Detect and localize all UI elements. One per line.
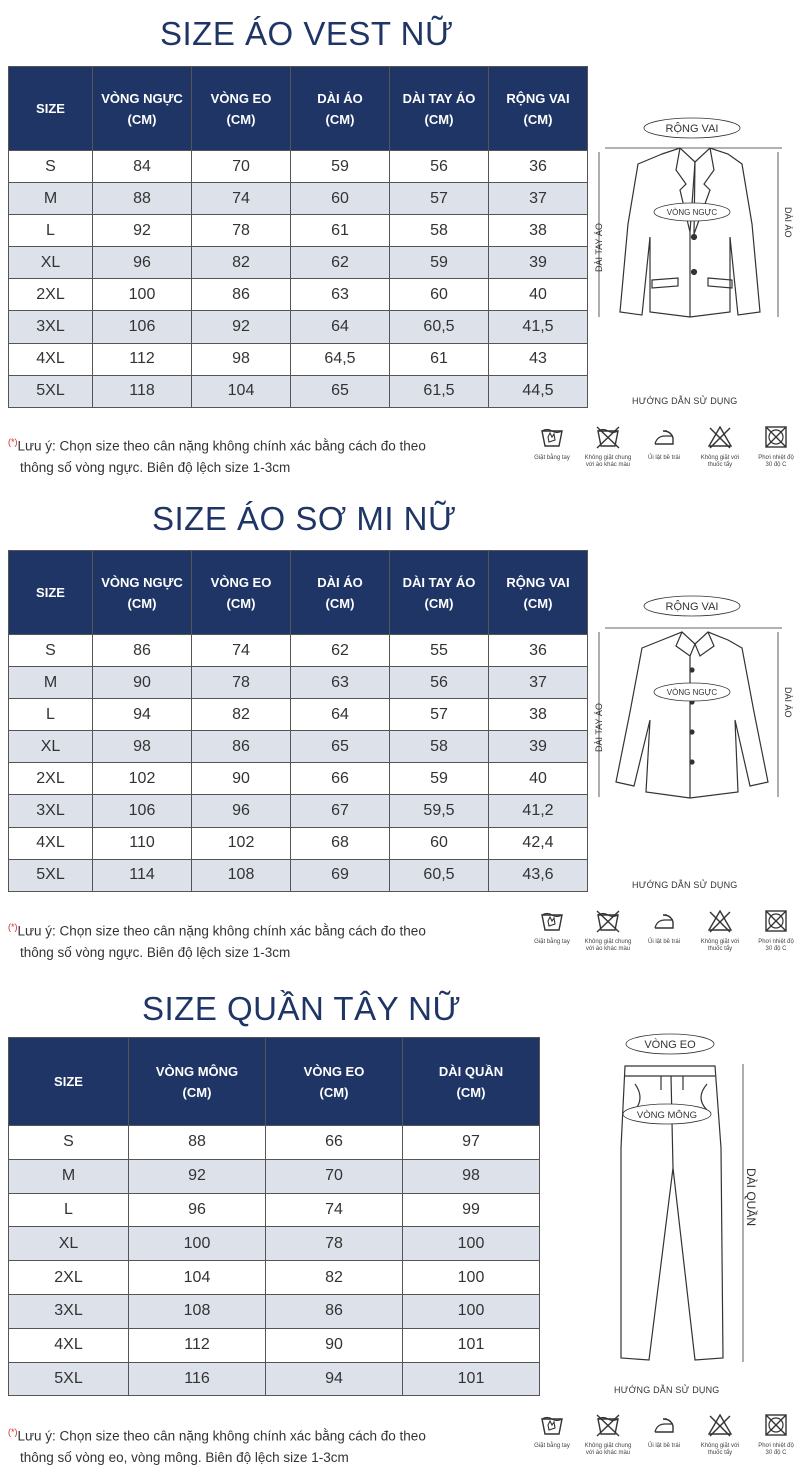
value-cell: 69: [291, 859, 390, 891]
value-cell: 64,5: [291, 343, 390, 375]
guide-label-shirt: HƯỚNG DẪN SỬ DỤNG: [632, 880, 738, 890]
value-cell: 61: [291, 215, 390, 247]
section-title-pants: SIZE QUẦN TÂY NỮ: [142, 990, 462, 1027]
no-bleach-icon: [707, 1412, 733, 1438]
care-label: Ủi lật bề trái: [647, 455, 680, 461]
table-row: [9, 311, 588, 343]
value-cell: 108: [192, 859, 291, 891]
value-cell: 101: [403, 1362, 540, 1396]
value-cell: 43: [489, 343, 588, 375]
iron-icon: [651, 908, 677, 934]
care-item: [524, 424, 580, 469]
care-label: Phơi nhiệt độ 30 độ C: [758, 1443, 794, 1456]
value-cell: 86: [266, 1294, 403, 1328]
column-header: DÀI QUẦN (CM): [403, 1038, 540, 1126]
value-cell: 38: [489, 215, 588, 247]
column-header: RỘNG VAI (CM): [489, 67, 588, 151]
value-cell: 86: [192, 731, 291, 763]
care-item: [524, 1412, 580, 1457]
value-cell: 96: [192, 795, 291, 827]
note-shirt: (*)Lưu ý: Chọn size theo cân nặng không chính xác bằng cách đo theo thông số vòng ngực. Biên độ lệch size 1-3cm: [8, 922, 426, 960]
diagram-label-right: DÀI ÁO: [783, 207, 793, 238]
value-cell: 59: [390, 763, 489, 795]
column-header: VÒNG NGỰC (CM): [93, 551, 192, 635]
value-cell: 104: [192, 375, 291, 407]
value-cell: 110: [93, 827, 192, 859]
column-header: DÀI ÁO (CM): [291, 551, 390, 635]
care-item: [748, 908, 800, 953]
table-row: [9, 667, 588, 699]
value-cell: 64: [291, 699, 390, 731]
value-cell: 92: [93, 215, 192, 247]
value-cell: 67: [291, 795, 390, 827]
table-row: [9, 215, 588, 247]
diagram-label-top: RỘNG VAI: [665, 601, 719, 613]
guide-label-pants: HƯỚNG DẪN SỬ DỤNG: [614, 1385, 720, 1395]
no-wash-icon: [595, 1412, 621, 1438]
care-item: [524, 908, 580, 953]
value-cell: 59: [390, 247, 489, 279]
value-cell: 68: [291, 827, 390, 859]
size-cell: L: [9, 1193, 129, 1227]
care-label: Giặt bằng tay: [534, 1443, 570, 1449]
care-icons-pants: [524, 1412, 800, 1457]
value-cell: 98: [403, 1159, 540, 1193]
dry-icon: [763, 908, 789, 934]
value-cell: 88: [129, 1126, 266, 1160]
value-cell: 65: [291, 375, 390, 407]
size-cell: M: [9, 1159, 129, 1193]
column-header: RỘNG VAI (CM): [489, 551, 588, 635]
column-header: DÀI TAY ÁO (CM): [390, 67, 489, 151]
size-cell: 2XL: [9, 279, 93, 311]
hand-wash-icon: [539, 424, 565, 450]
table-header-row: [9, 1038, 540, 1126]
diagram-label-mid: VÒNG MÔNG: [636, 1110, 698, 1121]
care-label: Không giặt chung với áo khác màu: [584, 939, 632, 952]
table-row: [9, 1294, 540, 1328]
note-pants: (*)Lưu ý: Chọn size theo cân nặng không chính xác bằng cách đo theo thông số vòng eo, vòng mông. Biên độ lệch size 1-3cm: [8, 1427, 426, 1465]
diagram-label-mid: VÒNG NGỰC: [666, 208, 718, 217]
value-cell: 100: [403, 1261, 540, 1295]
column-header: VÒNG EO (CM): [192, 67, 291, 151]
table-row: [9, 183, 588, 215]
column-header: SIZE: [9, 1038, 129, 1126]
column-header: DÀI ÁO (CM): [291, 67, 390, 151]
value-cell: 101: [403, 1328, 540, 1362]
value-cell: 61,5: [390, 375, 489, 407]
value-cell: 92: [192, 311, 291, 343]
value-cell: 56: [390, 151, 489, 183]
value-cell: 78: [192, 667, 291, 699]
value-cell: 36: [489, 635, 588, 667]
pants-diagram: [595, 1028, 795, 1368]
care-item: [636, 424, 692, 469]
value-cell: 100: [403, 1227, 540, 1261]
no-bleach-icon: [707, 908, 733, 934]
table-row: [9, 1328, 540, 1362]
value-cell: 82: [192, 699, 291, 731]
table-row: [9, 859, 588, 891]
value-cell: 40: [489, 279, 588, 311]
value-cell: 64: [291, 311, 390, 343]
value-cell: 60: [390, 827, 489, 859]
value-cell: 118: [93, 375, 192, 407]
care-item: [636, 1412, 692, 1457]
care-label: Phơi nhiệt độ 30 độ C: [758, 939, 794, 952]
value-cell: 78: [266, 1227, 403, 1261]
value-cell: 74: [266, 1193, 403, 1227]
size-cell: M: [9, 183, 93, 215]
value-cell: 106: [93, 311, 192, 343]
value-cell: 98: [93, 731, 192, 763]
value-cell: 90: [266, 1328, 403, 1362]
value-cell: 78: [192, 215, 291, 247]
care-label: Không giặt chung với áo khác màu: [584, 1443, 632, 1456]
value-cell: 44,5: [489, 375, 588, 407]
iron-icon: [651, 424, 677, 450]
care-item: [748, 1412, 800, 1457]
care-label: Không giặt chung với áo khác màu: [584, 455, 632, 468]
size-cell: S: [9, 151, 93, 183]
value-cell: 66: [291, 763, 390, 795]
size-cell: 4XL: [9, 343, 93, 375]
value-cell: 88: [93, 183, 192, 215]
column-header: SIZE: [9, 67, 93, 151]
table-row: [9, 247, 588, 279]
table-row: [9, 1126, 540, 1160]
table-row: [9, 699, 588, 731]
table-row: [9, 1261, 540, 1295]
value-cell: 70: [192, 151, 291, 183]
table-row: [9, 731, 588, 763]
size-cell: 5XL: [9, 375, 93, 407]
size-cell: 5XL: [9, 1362, 129, 1396]
table-row: [9, 279, 588, 311]
value-cell: 62: [291, 635, 390, 667]
column-header: VÒNG NGỰC (CM): [93, 67, 192, 151]
care-icons-vest: [524, 424, 800, 469]
value-cell: 39: [489, 247, 588, 279]
value-cell: 57: [390, 183, 489, 215]
value-cell: 116: [129, 1362, 266, 1396]
care-label: Giặt bằng tay: [534, 939, 570, 945]
value-cell: 66: [266, 1126, 403, 1160]
value-cell: 41,2: [489, 795, 588, 827]
table-header-row: [9, 551, 588, 635]
value-cell: 70: [266, 1159, 403, 1193]
size-table-shirt: [8, 550, 588, 892]
value-cell: 57: [390, 699, 489, 731]
value-cell: 90: [192, 763, 291, 795]
column-header: VÒNG EO (CM): [266, 1038, 403, 1126]
value-cell: 58: [390, 731, 489, 763]
value-cell: 40: [489, 763, 588, 795]
value-cell: 96: [129, 1193, 266, 1227]
care-item: [748, 424, 800, 469]
value-cell: 56: [390, 667, 489, 699]
diagram-label-left: DÀI TAY ÁO: [594, 703, 604, 752]
size-cell: 3XL: [9, 1294, 129, 1328]
dry-icon: [763, 1412, 789, 1438]
no-bleach-icon: [707, 424, 733, 450]
size-cell: 2XL: [9, 1261, 129, 1295]
table-row: [9, 795, 588, 827]
care-label: Ủi lật bề trái: [647, 1443, 680, 1449]
diagram-label-right: DÀI ÁO: [783, 687, 793, 718]
value-cell: 37: [489, 183, 588, 215]
table-row: [9, 763, 588, 795]
vest-diagram: [590, 112, 800, 327]
value-cell: 90: [93, 667, 192, 699]
value-cell: 41,5: [489, 311, 588, 343]
table-header-row: [9, 67, 588, 151]
value-cell: 61: [390, 343, 489, 375]
value-cell: 100: [403, 1294, 540, 1328]
value-cell: 65: [291, 731, 390, 763]
value-cell: 98: [192, 343, 291, 375]
care-label: Không giặt với thuốc tẩy: [700, 939, 740, 952]
table-row: [9, 635, 588, 667]
column-header: VÒNG MÔNG (CM): [129, 1038, 266, 1126]
value-cell: 59,5: [390, 795, 489, 827]
hand-wash-icon: [539, 908, 565, 934]
dry-icon: [763, 424, 789, 450]
value-cell: 97: [403, 1126, 540, 1160]
size-cell: 3XL: [9, 795, 93, 827]
value-cell: 60: [291, 183, 390, 215]
value-cell: 102: [192, 827, 291, 859]
size-cell: L: [9, 699, 93, 731]
size-cell: S: [9, 1126, 129, 1160]
no-wash-icon: [595, 424, 621, 450]
size-table-vest: [8, 66, 588, 408]
table-row: [9, 1193, 540, 1227]
diagram-label-mid: VÒNG NGỰC: [666, 688, 718, 697]
care-item: [636, 908, 692, 953]
value-cell: 99: [403, 1193, 540, 1227]
value-cell: 94: [266, 1362, 403, 1396]
table-row: [9, 343, 588, 375]
diagram-label-top: VÒNG EO: [644, 1039, 696, 1051]
value-cell: 74: [192, 183, 291, 215]
value-cell: 108: [129, 1294, 266, 1328]
size-cell: 2XL: [9, 763, 93, 795]
value-cell: 106: [93, 795, 192, 827]
value-cell: 100: [93, 279, 192, 311]
value-cell: 60,5: [390, 859, 489, 891]
value-cell: 60,5: [390, 311, 489, 343]
care-icons-shirt: [524, 908, 800, 953]
hand-wash-icon: [539, 1412, 565, 1438]
value-cell: 39: [489, 731, 588, 763]
diagram-label-top: RỘNG VAI: [665, 123, 719, 135]
value-cell: 82: [192, 247, 291, 279]
value-cell: 114: [93, 859, 192, 891]
value-cell: 62: [291, 247, 390, 279]
value-cell: 43,6: [489, 859, 588, 891]
size-cell: XL: [9, 731, 93, 763]
diagram-label-right: DÀI QUẦN: [744, 1168, 758, 1227]
value-cell: 60: [390, 279, 489, 311]
value-cell: 63: [291, 279, 390, 311]
guide-label-vest: HƯỚNG DẪN SỬ DỤNG: [632, 396, 738, 406]
care-label: Phơi nhiệt độ 30 độ C: [758, 455, 794, 468]
care-label: Giặt bằng tay: [534, 455, 570, 461]
note-vest: (*)Lưu ý: Chọn size theo cân nặng không chính xác bằng cách đo theo thông số vòng ngực. Biên độ lệch size 1-3cm: [8, 437, 426, 475]
size-cell: XL: [9, 1227, 129, 1261]
size-cell: 5XL: [9, 859, 93, 891]
size-cell: M: [9, 667, 93, 699]
value-cell: 82: [266, 1261, 403, 1295]
value-cell: 86: [192, 279, 291, 311]
value-cell: 38: [489, 699, 588, 731]
value-cell: 63: [291, 667, 390, 699]
value-cell: 86: [93, 635, 192, 667]
value-cell: 112: [93, 343, 192, 375]
size-cell: 4XL: [9, 827, 93, 859]
value-cell: 74: [192, 635, 291, 667]
value-cell: 36: [489, 151, 588, 183]
value-cell: 112: [129, 1328, 266, 1362]
size-cell: XL: [9, 247, 93, 279]
value-cell: 92: [129, 1159, 266, 1193]
section-title-shirt: SIZE ÁO SƠ MI NỮ: [152, 500, 457, 537]
size-cell: 4XL: [9, 1328, 129, 1362]
value-cell: 102: [93, 763, 192, 795]
size-cell: S: [9, 635, 93, 667]
column-header: SIZE: [9, 551, 93, 635]
value-cell: 104: [129, 1261, 266, 1295]
no-wash-icon: [595, 908, 621, 934]
table-row: [9, 1362, 540, 1396]
care-item: [692, 908, 748, 953]
section-title-vest: SIZE ÁO VEST NỮ: [160, 15, 454, 52]
size-cell: 3XL: [9, 311, 93, 343]
diagram-label-left: DÀI TAY ÁO: [594, 223, 604, 272]
care-label: Ủi lật bề trái: [647, 939, 680, 945]
table-row: [9, 151, 588, 183]
care-item: [580, 1412, 636, 1457]
care-label: Không giặt với thuốc tẩy: [700, 455, 740, 468]
care-item: [580, 424, 636, 469]
value-cell: 59: [291, 151, 390, 183]
table-row: [9, 827, 588, 859]
value-cell: 94: [93, 699, 192, 731]
column-header: VÒNG EO (CM): [192, 551, 291, 635]
value-cell: 84: [93, 151, 192, 183]
value-cell: 58: [390, 215, 489, 247]
value-cell: 55: [390, 635, 489, 667]
value-cell: 96: [93, 247, 192, 279]
table-row: [9, 1159, 540, 1193]
column-header: DÀI TAY ÁO (CM): [390, 551, 489, 635]
value-cell: 37: [489, 667, 588, 699]
care-label: Không giặt với thuốc tẩy: [700, 1443, 740, 1456]
value-cell: 100: [129, 1227, 266, 1261]
care-item: [692, 424, 748, 469]
shirt-diagram: [590, 592, 800, 807]
value-cell: 42,4: [489, 827, 588, 859]
table-row: [9, 375, 588, 407]
table-row: [9, 1227, 540, 1261]
iron-icon: [651, 1412, 677, 1438]
care-item: [692, 1412, 748, 1457]
size-table-pants: [8, 1037, 540, 1396]
care-item: [580, 908, 636, 953]
size-cell: L: [9, 215, 93, 247]
